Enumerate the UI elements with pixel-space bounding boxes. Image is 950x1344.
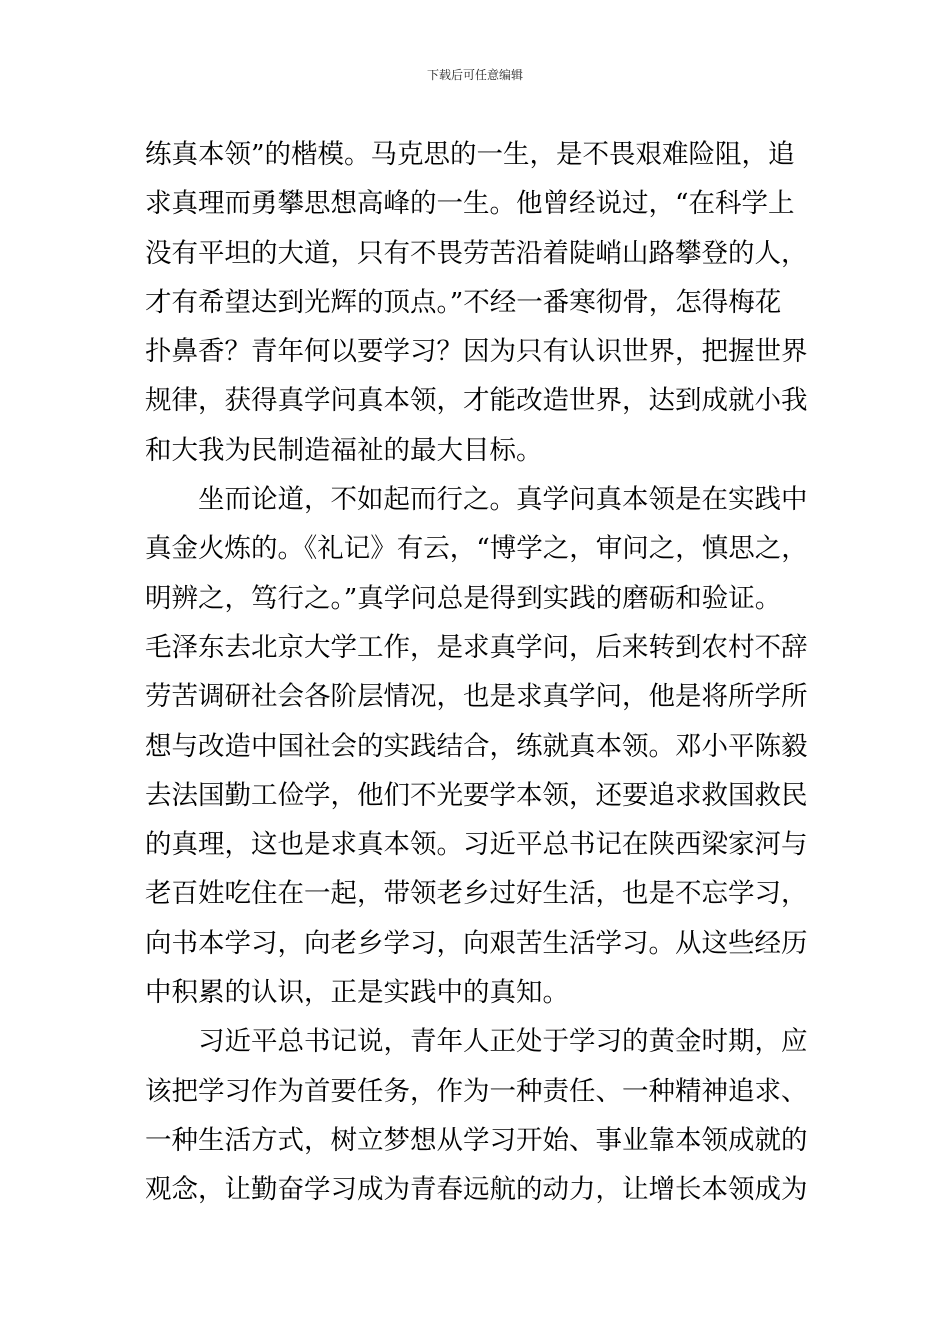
text-line: 老百姓吃住在一起，带领老乡过好生活，也是不忘学习，: [145, 878, 808, 910]
text-line: 向书本学习，向老乡学习，向艰苦生活学习。从这些经历: [145, 927, 808, 959]
text-line: 明辨之，笃行之。”真学问总是得到实践的磨砺和验证。: [145, 582, 782, 614]
text-line: 规律，获得真学问真本领，才能改造世界，达到成就小我: [145, 385, 808, 417]
text-line: 习近平总书记说，青年人正处于学习的黄金时期，应: [198, 1026, 808, 1058]
text-line: 和大我为民制造福祉的最大目标。: [145, 434, 543, 466]
text-line: 扑鼻香？青年何以要学习？因为只有认识世界，把握世界: [145, 336, 808, 368]
text-line: 中积累的认识，正是实践中的真知。: [145, 977, 569, 1009]
paragraph-1: [145, 130, 808, 475]
text-line: 才有希望达到光辉的顶点。”不经一番寒彻骨，怎得梅花: [145, 286, 782, 318]
text-line: 没有平坦的大道，只有不畏劳苦沿着陡峭山路攀登的人，: [145, 237, 808, 269]
text-line: 坐而论道，不如起而行之。真学问真本领是在实践中: [198, 484, 808, 516]
paragraph-3: [145, 1017, 808, 1214]
document-body: [145, 130, 808, 1215]
text-line: 求真理而勇攀思想高峰的一生。他曾经说过，“在科学上: [145, 188, 795, 220]
text-line: 观念，让勤奋学习成为青春远航的动力，让增长本领成为: [145, 1174, 808, 1206]
text-line: 劳苦调研社会各阶层情况，也是求真学问，他是将所学所: [145, 681, 808, 713]
paragraph-2: [145, 475, 808, 1017]
text-line: 想与改造中国社会的实践结合，练就真本领。邓小平陈毅: [145, 730, 808, 762]
text-line: 该把学习作为首要任务，作为一种责任、一种精神追求、: [145, 1075, 808, 1107]
text-line: 去法国勤工俭学，他们不光要学本领，还要追求救国救民: [145, 779, 808, 811]
text-line: 的真理，这也是求真本领。习近平总书记在陕西梁家河与: [145, 829, 808, 861]
text-line: 练真本领”的楷模。马克思的一生，是不畏艰难险阻，追: [145, 139, 795, 170]
text-line: 真金火炼的。《礼记》有云，“博学之，审问之，慎思之，: [145, 533, 808, 565]
text-line: 毛泽东去北京大学工作，是求真学问，后来转到农村不辞: [145, 631, 808, 663]
page-header: 下载后可任意编辑: [426, 68, 523, 82]
text-line: 一种生活方式，树立梦想从学习开始、事业靠本领成就的: [145, 1124, 808, 1156]
